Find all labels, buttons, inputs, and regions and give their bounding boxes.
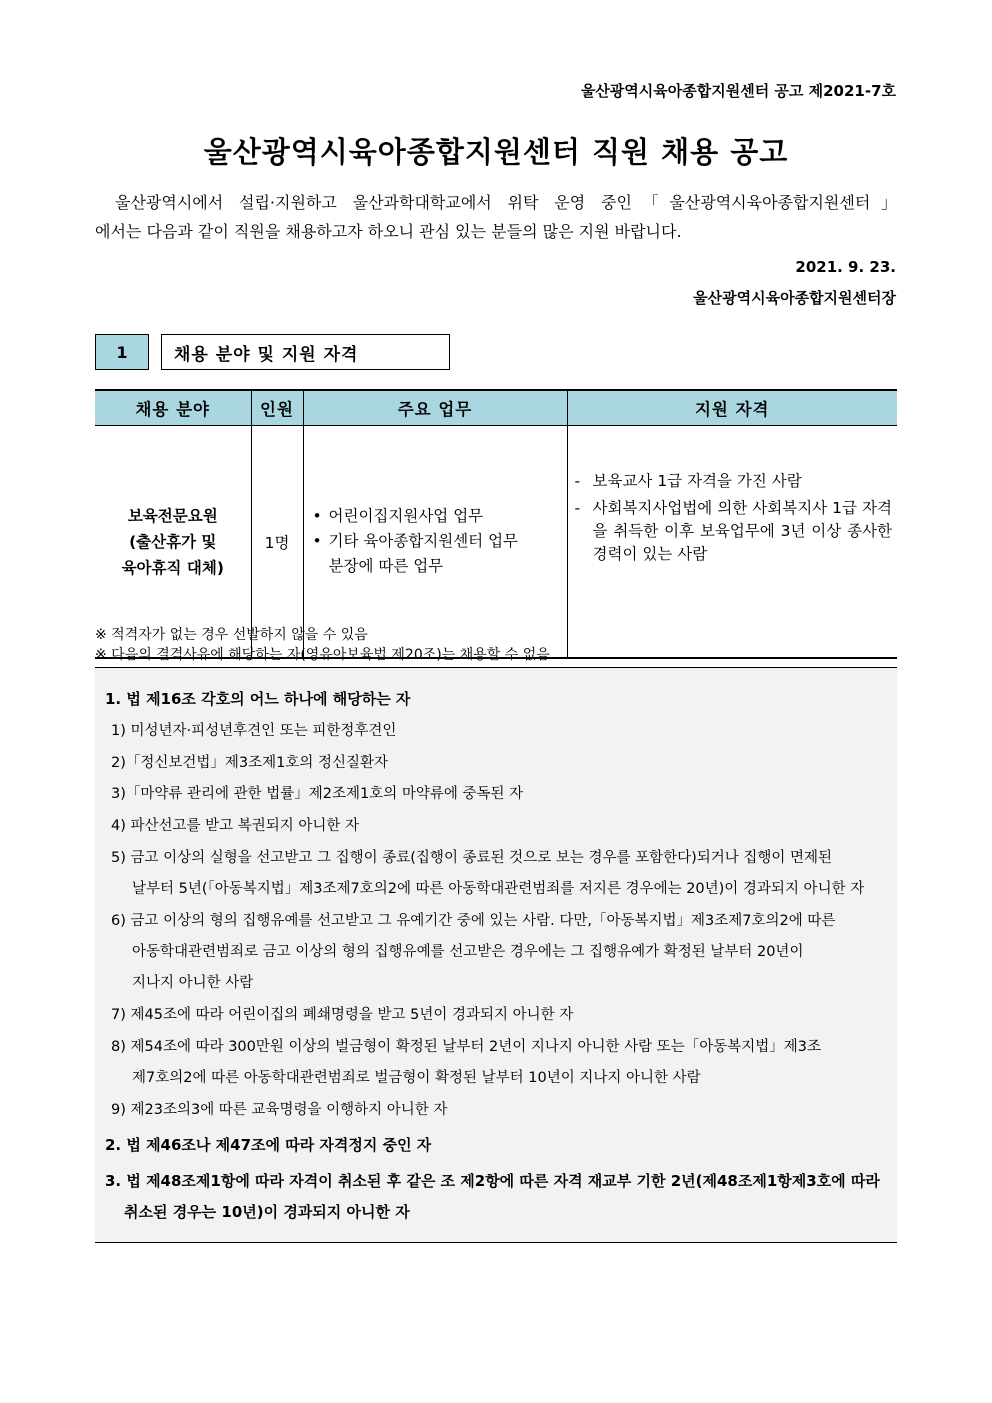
field-line: (출산휴가 및: [129, 532, 217, 551]
notice-number: 울산광역시육아종합지원센터 공고 제2021-7호: [580, 82, 896, 100]
note-disqualification: ※ 다음의 결격사유에 해당하는 자(영유아보육법 제20조)는 채용할 수 없음: [95, 647, 550, 663]
disq-sub-item: 3)「마약류 관리에 관한 법률」제2조제1호의 마약류에 중독된 자: [111, 786, 524, 802]
note-no-qualified: ※ 적격자가 없는 경우 선발하지 않을 수 있음: [95, 627, 368, 643]
disq-item-3: 3. 법 제48조제1항에 따라 자격이 취소된 후 같은 조 제2항에 따른 자격 재교부 기한 2년(제48조제1항제3호에 따라: [105, 1172, 880, 1190]
qualification-item: - 사회복지사업법에 의한 사회복지사 1급 자격을 취득한 이후 보육업무에 3년 이상 종사한 경력이 있는 사람: [593, 497, 897, 566]
signer: 울산광역시육아종합지원센터장: [693, 289, 896, 307]
disq-sub-item-cont: 지나지 아니한 사람: [132, 975, 254, 991]
header-qualifications: 지원 자격: [567, 390, 897, 426]
disq-sub-item-cont: 날부터 5년(「아동복지법」제3조제7호의2에 따른 아동학대관련범죄를 저지른 경우에는 20년)이 경과되지 아니한 자: [132, 881, 865, 897]
cell-qualifications: [567, 426, 897, 659]
field-line: 육아휴직 대체): [121, 558, 224, 577]
disq-item-3-cont: 취소된 경우는 10년)이 경과되지 아니한 자: [124, 1203, 410, 1221]
disq-item-1: 1. 법 제16조 각호의 어느 하나에 해당하는 자: [105, 690, 411, 708]
intro-line-2: 에서는 다음과 같이 직원을 채용하고자 하오니 관심 있는 분들의 많은 지원 바랍니다.: [95, 222, 682, 241]
intro-paragraph: [95, 188, 897, 246]
header-duties: 주요 업무: [303, 390, 567, 426]
header-field: 채용 분야: [95, 390, 251, 426]
disq-sub-item: 9) 제23조의3에 따른 교육명령을 이행하지 아니한 자: [111, 1102, 448, 1118]
disq-sub-item: 4) 파산선고를 받고 복권되지 아니한 자: [111, 818, 360, 834]
table-header-row: [95, 390, 897, 426]
disq-item-2: 2. 법 제46조나 제47조에 따라 자격정지 중인 자: [105, 1136, 432, 1154]
disq-sub-item-cont: 아동학대관련범죄로 금고 이상의 형의 집행유예를 선고받은 경우에는 그 집행유예가 확정된 날부터 20년이: [132, 944, 804, 960]
recruitment-table: [95, 389, 897, 659]
intro-line-1: 울산광역시에서 설립·지원하고 울산과학대학교에서 위탁 운영 중인「울산광역시육아종합지원센터」: [115, 193, 897, 212]
disq-sub-item: 7) 제45조에 따라 어린이집의 폐쇄명령을 받고 5년이 경과되지 아니한 자: [111, 1007, 574, 1023]
disqualification-box: [95, 667, 897, 1243]
notice-date: 2021. 9. 23.: [795, 258, 896, 276]
disq-sub-item: 2)「정신보건법」제3조제1호의 정신질환자: [111, 755, 389, 771]
disq-sub-item: 5) 금고 이상의 실형을 선고받고 그 집행이 종료(집행이 종료된 것으로 보는 경우를 포함한다)되거나 집행이 면제된: [111, 850, 833, 866]
disq-sub-item: 6) 금고 이상의 형의 집행유예를 선고받고 그 유예기간 중에 있는 사람. 다만,「아동복지법」제3조제7호의2에 따른: [111, 913, 836, 929]
duty-item: • 어린이집지원사업 업무: [325, 504, 566, 529]
disq-sub-item-cont: 제7호의2에 따른 아동학대관련범죄로 벌금형이 확정된 날부터 10년이 지나지 아니한 사람: [132, 1070, 701, 1086]
page-title: 울산광역시육아종합지원센터 직원 채용 공고: [203, 135, 789, 169]
disq-sub-item: 8) 제54조에 따라 300만원 이상의 벌금형이 확정된 날부터 2년이 지나지 아니한 사람 또는「아동복지법」제3조: [111, 1039, 822, 1055]
qualification-item: - 보육교사 1급 자격을 가진 사람: [593, 470, 897, 493]
duty-item: • 기타 육아종합지원센터 업무분장에 따른 업무: [325, 529, 566, 579]
disq-sub-item: 1) 미성년자·피성년후견인 또는 피한정후견인: [111, 723, 397, 739]
cell-count: 1명: [251, 426, 303, 659]
header-count: 인원: [251, 390, 303, 426]
section-title: 채용 분야 및 지원 자격: [161, 334, 450, 370]
field-line: 보육전문요원: [127, 506, 218, 525]
section-number: 1: [95, 334, 149, 370]
